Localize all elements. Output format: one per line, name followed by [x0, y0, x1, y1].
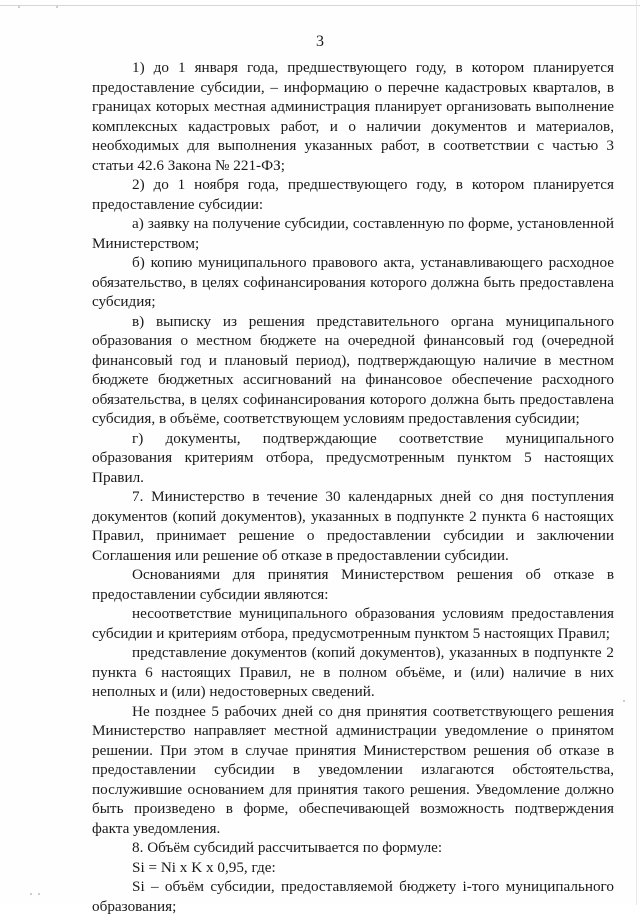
scan-speck — [30, 893, 32, 895]
paragraph: 8. Объём субсидий рассчитывается по формуле: — [132, 839, 443, 856]
paragraph: г) документы, подтверждающие соответствие муниципального образования критериям отбора, предусмотренным пунктом 5 настоящих Правил. — [92, 429, 614, 486]
scan-edge-line — [636, 0, 637, 905]
paragraph: б) копию муниципального правового акта, устанавливающего расходное обязательство, в целях софинансирования которого должна быть предоставлена субсидия; — [92, 254, 614, 310]
scan-speck — [18, 6, 20, 8]
paragraph: Основаниями для принятия Министерством решения об отказе в предоставлении субсидии являются: — [92, 566, 614, 603]
paragraph: Не позднее 5 рабочих дней со дня принятия соответствующего решения Министерство направляет местной администрации уведомление о принятом решении. При этом в случае принятия Министерством решения об отказе в предоставлении субсидии в уведомлении излагаются обстоятельства, послужившие основанием для принятия такого решения. Уведомление должно быть произведено в форме, обеспечивающей возможность подтверждения факта уведомления. — [92, 702, 614, 837]
paragraph: а) заявку на получение субсидии, составленную по форме, установленной Министерством; — [92, 215, 614, 252]
scan-edge-line — [0, 5, 640, 6]
scan-speck — [623, 700, 625, 702]
definition: Si – объём субсидии, предоставляемой бюджету i-того муниципального образования; — [92, 878, 614, 915]
paragraph: несоответствие муниципального образования условиям предоставления субсидии и критериям отбора, предусмотренным пунктом 5 настоящих Правил; — [92, 605, 614, 642]
paragraph: 1) до 1 января года, предшествующего году, в котором планируется предоставление субсидии, – информацию о перечне кадастровых кварталов, в границах которых местная администрация планирует организовать выполнение комплексных кадастровых работ, и о наличии документов и материалов, необходимых для выполнения указанных работ, в соответствии с частью 3 статьи 42.6 Закона № 221-ФЗ; — [92, 59, 614, 174]
paragraph: 2) до 1 ноября года, предшествующего году, в котором планируется предоставление субсидии: — [92, 176, 614, 213]
paragraph: 7. Министерство в течение 30 календарных дней со дня поступления документов (копий документов), указанных в подпункте 2 пункта 6 настоящих Правил, принимает решение о предоставлении субсидии и заключении Соглашения или решение об отказе в предоставлении субсидии. — [92, 488, 614, 564]
formula: Si = Ni x K x 0,95, где: — [132, 858, 276, 876]
scan-speck — [56, 6, 58, 8]
page-number: 3 — [316, 33, 324, 50]
paragraph: в) выписку из решения представительного органа муниципального образования о местном бюджете на очередной финансовый год (очередной финансовый год и плановый период), подтверждающую наличие в местном бюджете бюджетных ассигнований на финансовое обеспечение расходного обязательства, в целях софинансирования которого должна быть предоставлена субсидия, в объёме, соответствующем условиям предоставления субсидии; — [92, 312, 614, 427]
paragraph: представление документов (копий документов), указанных в подпункте 2 пункта 6 настоящих Правил, не в полном объёме, и (или) наличие в них неполных и (или) недостоверных сведений. — [92, 644, 614, 700]
document-body — [92, 58, 614, 916]
scan-speck — [38, 893, 40, 895]
